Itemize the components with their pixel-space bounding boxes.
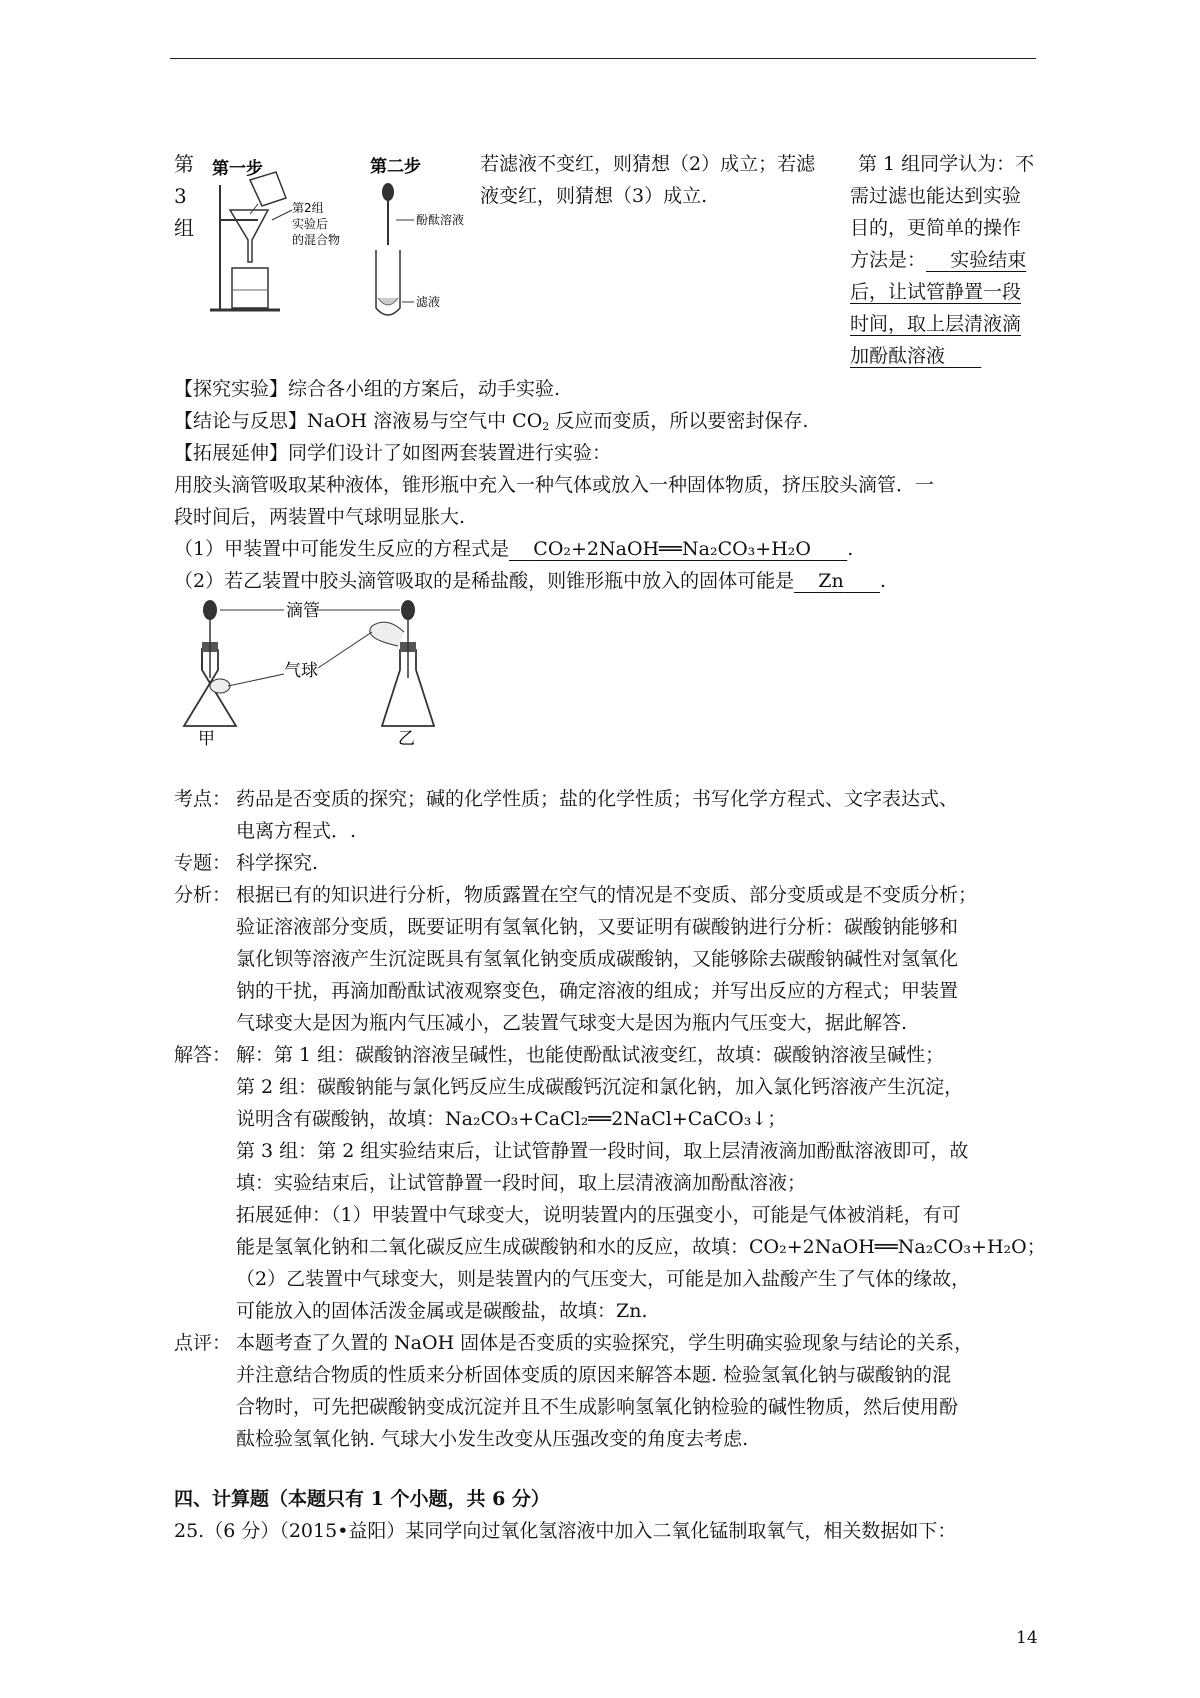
jieda-line: 拓展延伸：（1）甲装置中气球变大，说明装置内的压强变小，可能是气体被消耗，有可 (236, 1204, 961, 1226)
group3-answer-line (850, 340, 981, 372)
kaodian-line: 药品是否变质的探究；碱的化学性质；盐的化学性质；书写化学方程式、文字表达式、 (236, 788, 959, 810)
group3-label-char: 第 (174, 152, 194, 176)
dianping-line: 合物时，可先把碳酸钠变成沉淀并且不生成影响氢氧化钠检验的碱性物质，然后使用酚 (236, 1396, 959, 1418)
balloon-label: 气球 (284, 661, 318, 681)
jieda-line: 第 3 组：第 2 组实验结束后，让试管静置一段时间，取上层清液滴加酚酞溶液即可，故 (236, 1140, 969, 1162)
group3-conclusion-line: 第 1 组同学认为：不 (858, 153, 1035, 175)
q2-answer: Zn (818, 570, 844, 592)
zhuanti-label: 专题： (174, 852, 232, 874)
group3-answer-line: 时间，取上层清液滴 (850, 313, 1022, 335)
step1-annotation-line: 的混合物 (292, 233, 341, 247)
jieda-line: （2）乙装置中气球变大，则是装置内的气压变大，可能是加入盐酸产生了气体的缘故， (236, 1268, 971, 1290)
jieda-line: 第 2 组：碳酸钠能与氯化钙反应生成碳酸钙沉淀和氯化钠，加入氯化钙溶液产生沉淀， (236, 1076, 964, 1098)
conclusion-suffix-text: 反应而变质，所以要密封保存. (549, 410, 809, 432)
conclusion-prefix-text: 【结论与反思】NaOH 溶液易与空气中 CO (174, 410, 543, 432)
q1-answer: CO₂+2NaOH══Na₂CO₃+H₂O (533, 538, 811, 560)
group3-label (174, 148, 194, 244)
q2-prefix: （2）若乙装置中胶头滴管吸取的是稀盐酸，则锥形瓶中放入的固体可能是 (174, 570, 795, 592)
zhuanti-entry (174, 847, 1036, 879)
group3-phenomenon-line: 液变红，则猜想（3）成立. (480, 185, 708, 207)
jieda-line: 说明含有碳酸钠，故填：Na₂CO₃+CaCl₂══2NaCl+CaCO₃↓； (236, 1108, 787, 1130)
fenxi-line: 钠的干扰，再滴加酚酞试液观察变色，确定溶液的组成；并写出反应的方程式；甲装置 (236, 980, 959, 1002)
group3-label-char: 组 (174, 216, 194, 240)
conclusion-prefix: 方法是： (850, 249, 927, 271)
step1-annotation-line: 实验后 (292, 217, 329, 231)
jieda-line: 填：实验结束后，让试管静置一段时间，取上层清液滴加酚酞溶液； (236, 1172, 807, 1194)
left-apparatus-label: 甲 (198, 729, 215, 748)
dropper-label: 滴管 (286, 601, 320, 621)
fenxi-line: 气球变大是因为瓶内气压减小，乙装置气球变大是因为瓶内气压变大，据此解答. (236, 1012, 908, 1034)
kaodian-label: 考点： (174, 788, 232, 810)
desc-line: 段时间后，两装置中气球明显胀大. (174, 506, 466, 528)
dianping-entry (174, 1327, 1036, 1455)
jieda-entry (174, 1039, 1046, 1327)
step1-annotation-line: 第2组 (292, 201, 324, 215)
conclusion-line: 【结论与反思】NaOH 溶液易与空气中 $CO_2$ 反应而变质，所以要密封保存. (174, 410, 809, 433)
group3-conclusion-line: 需过滤也能达到实验 (850, 185, 1022, 207)
jieda-line: 可能放入的固体活泼金属或是碳酸盐，故填：Zn. (236, 1300, 648, 1322)
step1-title: 第一步 (212, 159, 263, 179)
question-2: （2）若乙装置中胶头滴管吸取的是稀盐酸，则锥形瓶中放入的固体可能是 Zn . (174, 570, 887, 592)
fenxi-line: 验证溶液部分变质，既要证明有氢氧化钠，又要证明有碳酸钠进行分析：碳酸钠能够和 (236, 916, 959, 938)
apparatus-figure (172, 598, 472, 748)
step2-filtrate-label: 滤液 (416, 295, 441, 309)
step2-title: 第二步 (370, 157, 421, 177)
answer-text: 加酚酞溶液 (850, 345, 946, 367)
q1-prefix: （1）甲装置中可能发生反应的方程式是 (174, 538, 510, 560)
conclusion-answer: 实验结束 (950, 249, 1027, 271)
group3-phenomenon-line: 若滤液不变红，则猜想（2）成立；若滤 (480, 153, 816, 175)
page-number: 14 (1016, 1628, 1038, 1648)
group3-conclusion-line: 目的，更简单的操作 (850, 217, 1022, 239)
group3-label-char: 3 (174, 184, 187, 208)
fenxi-entry (174, 879, 1036, 1039)
question-1: （1）甲装置中可能发生反应的方程式是 CO₂+2NaOH══Na₂CO₃+H₂O . (174, 538, 854, 560)
zhuanti-text: 科学探究. (236, 852, 319, 874)
dianping-line: 并注意结合物质的性质来分析固体变质的原因来解答本题. 检验氢氧化钠与碳酸钠的混 (236, 1364, 952, 1386)
step2-reagent-label: 酚酞溶液 (416, 213, 465, 227)
group3-steps-figure (200, 150, 475, 330)
right-apparatus-label: 乙 (398, 729, 415, 748)
dianping-label: 点评： (174, 1332, 232, 1354)
kaodian-line: 电离方程式．. (236, 820, 357, 842)
desc-line: 用胶头滴管吸取某种液体，锥形瓶中充入一种气体或放入一种固体物质，挤压胶头滴管．一 (174, 474, 935, 496)
extend-line: 【拓展延伸】同学们设计了如图两套装置进行实验： (174, 442, 612, 464)
question-25: 25.（6 分）（2015•益阳）某同学向过氧化氢溶液中加入二氧化锰制取氧气，相关数据如下： (174, 1520, 957, 1542)
dianping-line: 酞检验氢氧化钠. 气球大小发生改变从压强改变的角度去考虑. (236, 1428, 749, 1450)
group3-conclusion-line (850, 244, 1026, 276)
group3-answer-line: 后，让试管静置一段 (850, 281, 1022, 303)
jieda-line: 解：第 1 组：碳酸钠溶液呈碱性，也能使酚酞试液变红，故填：碳酸钠溶液呈碱性； (236, 1044, 945, 1066)
explore-line: 【探究实验】综合各小组的方案后，动手实验. (174, 378, 561, 400)
fenxi-line: 氯化钡等溶液产生沉淀既具有氢氧化钠变质成碳酸钠，又能够除去碳酸钠碱性对氢氧化 (236, 948, 959, 970)
jieda-label: 解答： (174, 1044, 232, 1066)
fenxi-line: 根据已有的知识进行分析，物质露置在空气的情况是不变质、部分变质或是不变质分析； (236, 884, 978, 906)
section4-heading: 四、计算题（本题只有 1 个小题，共 6 分） (174, 1488, 550, 1510)
kaodian-entry (174, 783, 1036, 847)
dianping-line: 本题考查了久置的 NaOH 固体是否变质的实验探究，学生明确实验现象与结论的关系， (236, 1332, 974, 1354)
fenxi-label: 分析： (174, 884, 232, 906)
header-rule (170, 58, 1036, 59)
jieda-line: 能是氢氧化钠和二氧化碳反应生成碳酸钠和水的反应，故填：CO₂+2NaOH══Na₂CO₃+H₂O； (236, 1236, 1046, 1258)
